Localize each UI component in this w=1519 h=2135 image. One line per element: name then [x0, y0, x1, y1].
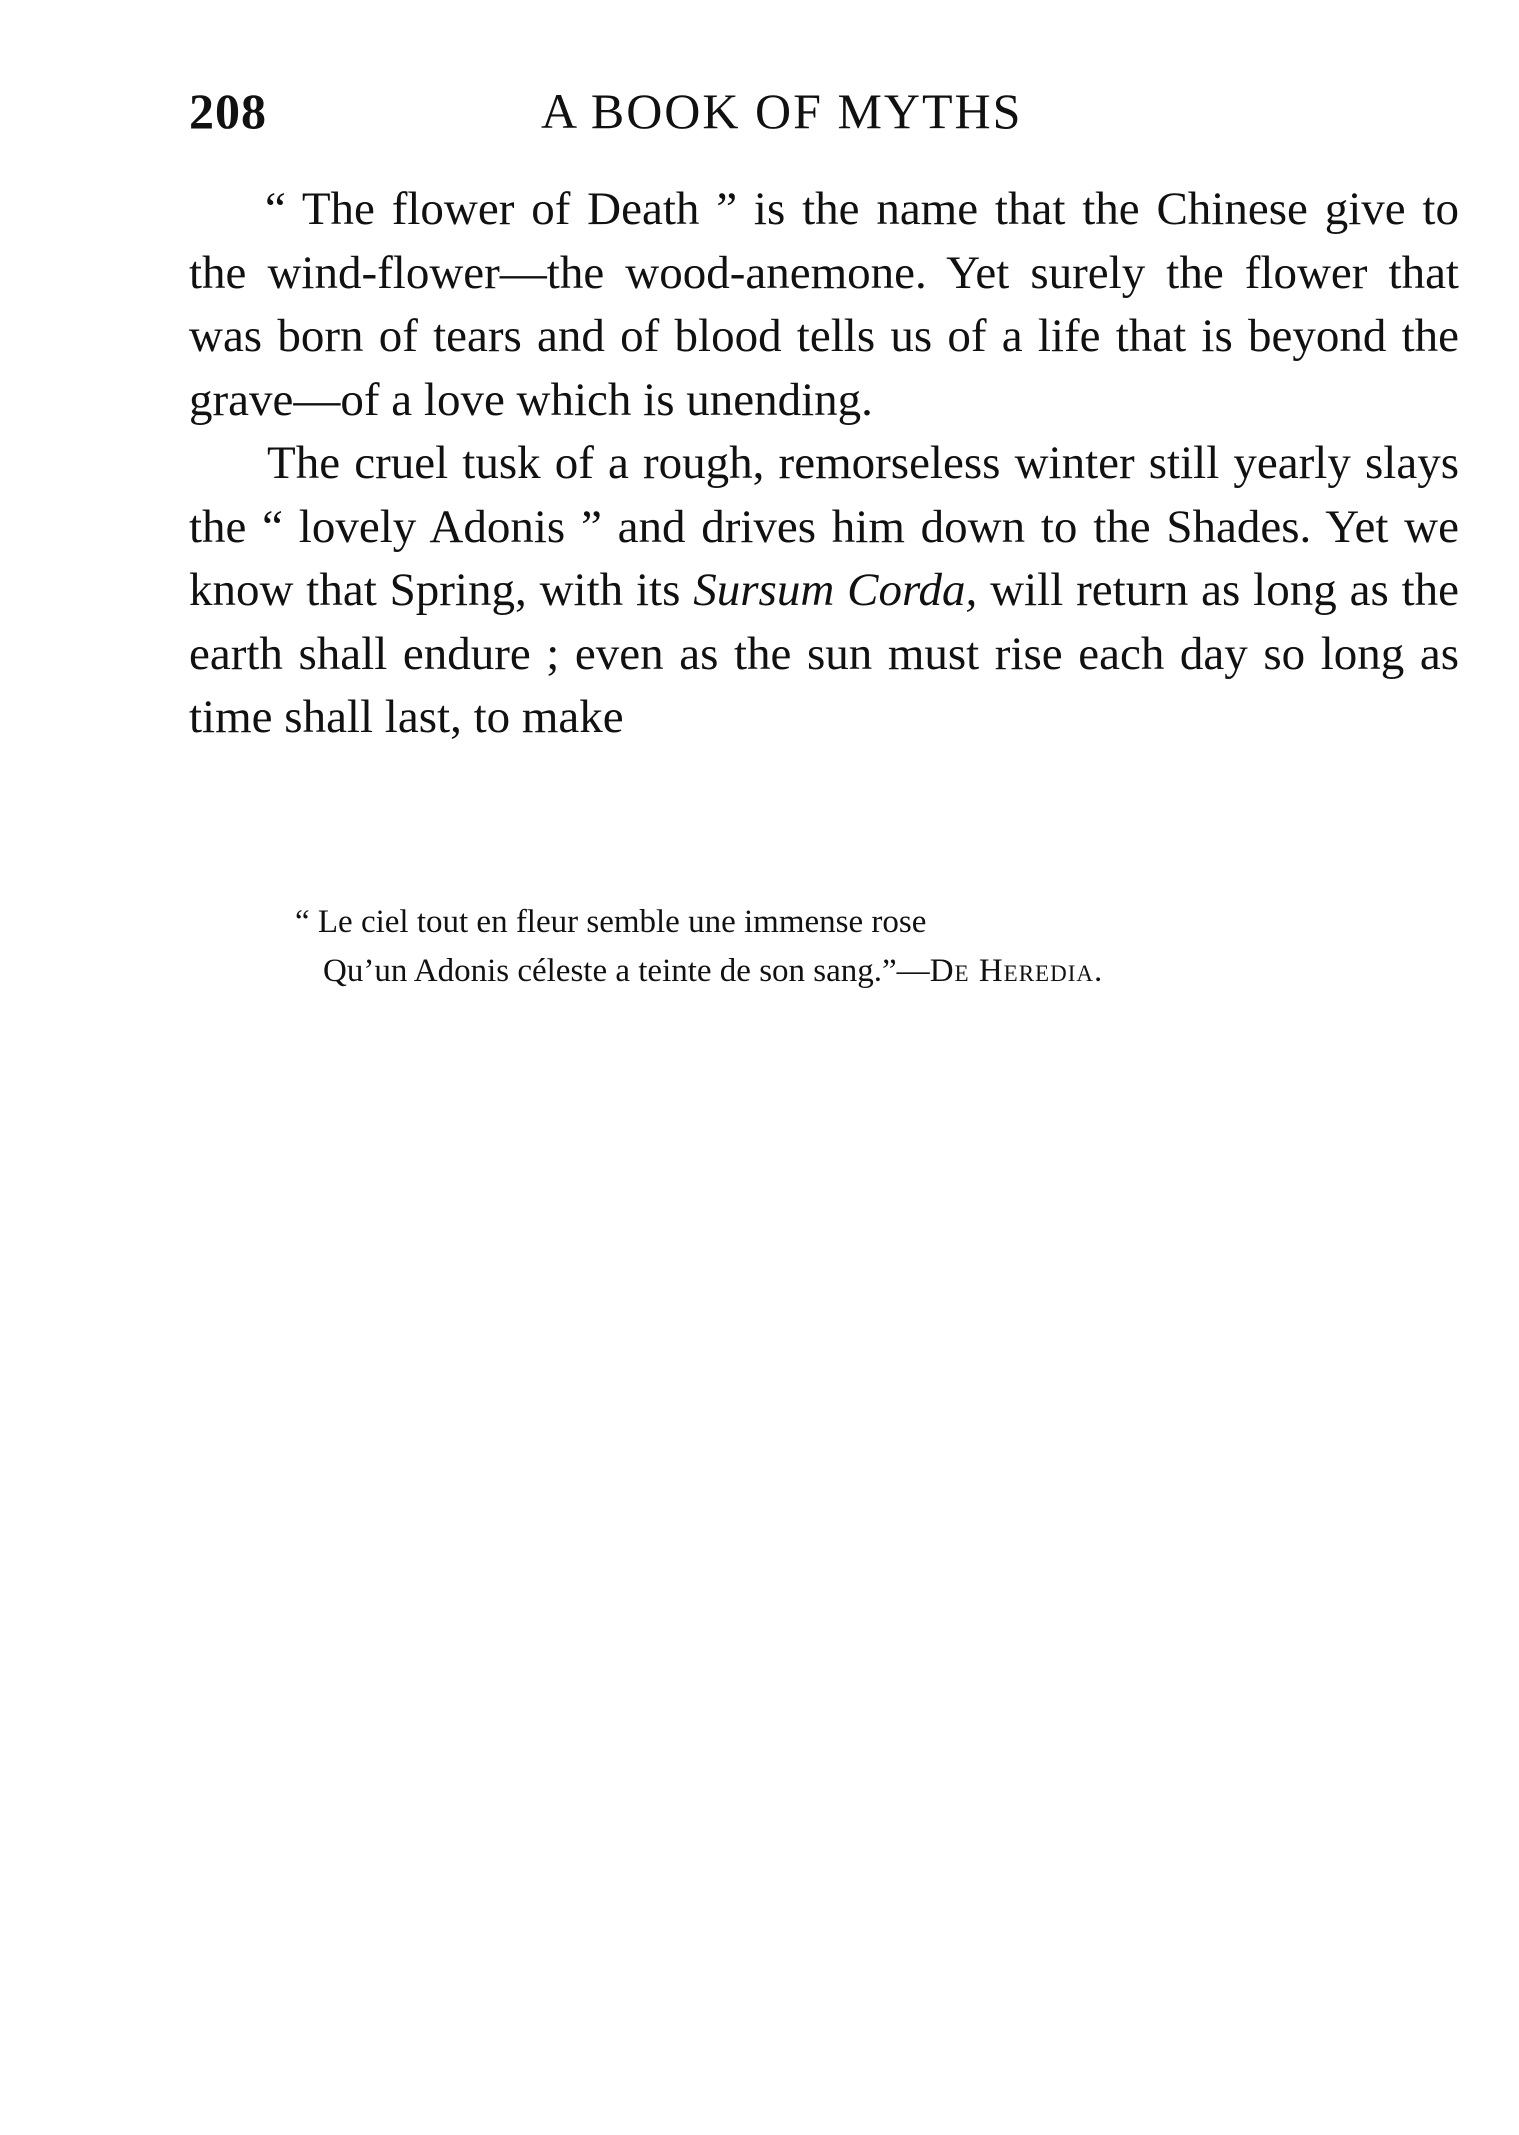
running-title: A BOOK OF MYTHS — [541, 83, 1023, 139]
paragraph-2-text-2: will return as long as the earth shall endure ; even as the sun must rise each day so long as time shall last, to make — [189, 564, 1460, 743]
paragraph-2 — [189, 432, 1459, 750]
quote-line-2 — [295, 947, 1405, 996]
quote-attribution: De Heredia. — [929, 953, 1104, 989]
verse-quotation — [295, 898, 1405, 996]
quote-line-1: “ Le ciel tout en fleur semble une immense rose — [295, 904, 927, 940]
quote-line-2-text: Qu’un Adonis céleste a teinte de son sang.”— — [323, 953, 930, 989]
paragraph-1: “ The flower of Death ” is the name that the Chinese give to the wind-flower—the wood-anemone. Yet surely the flower that was born of tears and of blood tells us of a life that is beyond the grave—of a love which is unending. — [189, 183, 1459, 426]
page-number: 208 — [189, 83, 267, 139]
paragraph-2-italic: Sursum Corda, — [693, 564, 978, 616]
paragraph-2-text-1: The cruel tusk of a rough, remorseless winter still yearly slays the “ lovely Adonis ” and drives him down to the Shades. Yet we know that Spring, with its — [189, 437, 1459, 616]
body-text — [189, 178, 1459, 750]
page-header — [189, 82, 1459, 152]
